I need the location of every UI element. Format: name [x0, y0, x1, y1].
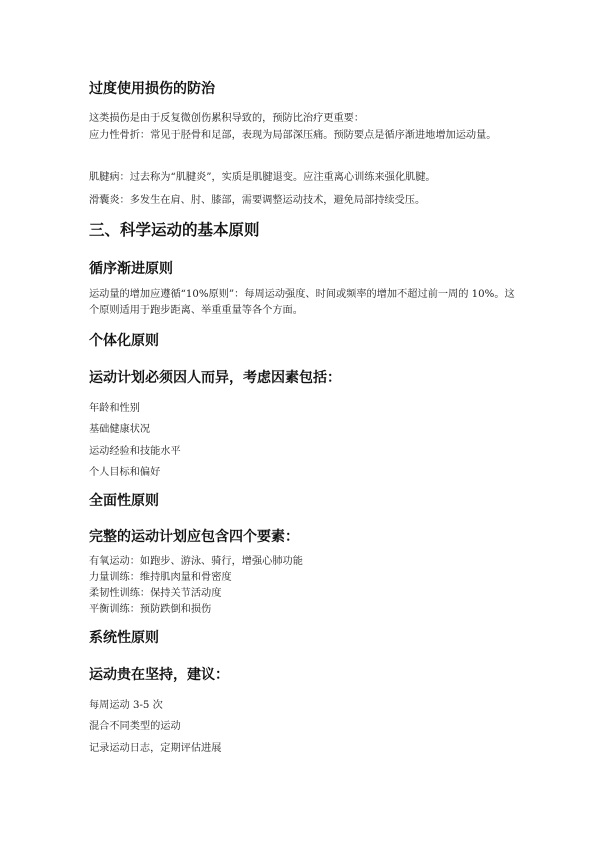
list-item: 个人目标和偏好 — [89, 467, 161, 478]
list-item: 混合不同类型的运动 — [89, 721, 181, 732]
comprehensive-subheading: 完整的运动计划应包含四个要素： — [89, 529, 299, 545]
individual-subheading: 运动计划必须因人而异，考虑因素包括： — [89, 370, 341, 386]
list-item: 平衡训练：预防跌倒和损伤 — [89, 604, 212, 615]
bursitis-paragraph: 滑囊炎：多发生在肩、肘、膝部，需要调整运动技术，避免局部持续受压。 — [89, 195, 426, 206]
systematic-heading: 系统性原则 — [89, 630, 159, 646]
progressive-paragraph: 运动量的增加应遵循“10%原则”：每周运动强度、时间或频率的增加不超过前一周的 10%。这个原则适用于跑步距离、举重重量等各个方面。 — [89, 289, 515, 316]
list-item: 柔韧性训练：保持关节活动度 — [89, 588, 222, 599]
systematic-subheading: 运动贵在坚持，建议： — [89, 667, 229, 683]
progressive-heading: 循序渐进原则 — [89, 261, 173, 277]
list-item: 力量训练：维持肌肉量和骨密度 — [89, 572, 232, 583]
list-item: 有氧运动：如跑步、游泳、骑行，增强心肺功能 — [89, 556, 303, 567]
section-3-heading: 三、科学运动的基本原则 — [89, 221, 260, 239]
overuse-heading: 过度使用损伤的防治 — [89, 81, 215, 97]
tendinopathy-paragraph: 肌腱病：过去称为“肌腱炎”，实质是肌腱退变。应注重离心训练来强化肌腱。 — [89, 172, 436, 183]
list-item: 基础健康状况 — [89, 424, 151, 435]
list-item: 记录运动日志，定期评估进展 — [89, 743, 222, 754]
list-item: 每周运动 3-5 次 — [89, 700, 163, 711]
overuse-intro: 这类损伤是由于反复微创伤累积导致的，预防比治疗更重要： — [89, 113, 365, 124]
comprehensive-heading: 全面性原则 — [89, 493, 159, 509]
individual-heading: 个体化原则 — [89, 333, 159, 349]
list-item: 年龄和性别 — [89, 403, 140, 414]
list-item: 运动经验和技能水平 — [89, 446, 181, 457]
stress-fracture-paragraph: 应力性骨折：常见于胫骨和足部，表现为局部深压痛。预防要点是循序渐进地增加运动量。 — [89, 130, 497, 141]
